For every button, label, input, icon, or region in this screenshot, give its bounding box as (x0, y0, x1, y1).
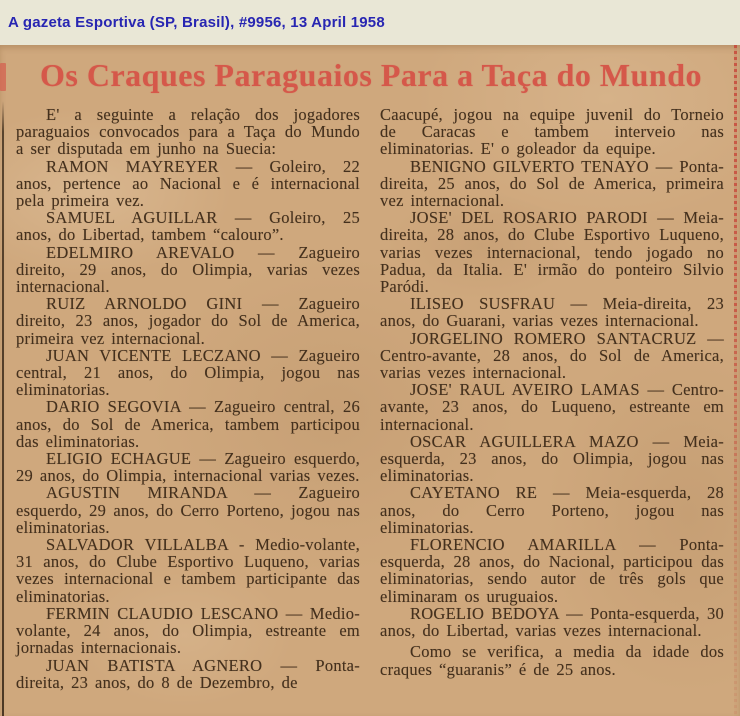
article-paragraph: AGUSTIN MIRANDA — Zagueiro esquerdo, 29 anos, do Cerro Porteno, jogou nas eliminatorias. (16, 483, 360, 537)
article-paragraph: FLORENCIO AMARILLA — Ponta-esquerda, 28 anos, do Nacional, participou das eliminatorias, sendo autor de três gols que eliminaram os uruguaios. (380, 535, 724, 606)
article-paragraph: JUAN VICENTE LECZANO — Zagueiro central, 21 anos, do Olimpia, jogou nas eliminatorias. (16, 345, 360, 400)
article-paragraph: Caacupé, jogou na equipe juvenil do Torneio de Caracas e tambem interveio nas eliminatorias. E' o goleador da equipe. (380, 105, 724, 159)
article-column-left (16, 106, 360, 709)
article-body (0, 99, 740, 709)
article-column-right (380, 106, 724, 709)
article-paragraph: CAYETANO RE — Meia-esquerda, 28 anos, do Cerro Porteno, jogou nas eliminatorias. (380, 483, 724, 537)
article-paragraph: ILISEO SUSFRAU — Meia-direita, 23 anos, do Guarani, varias vezes internacional. (380, 294, 724, 331)
article-paragraph: ROGELIO BEDOYA — Ponta-esquerda, 30 anos, do Libertad, varias vezes internacional. (380, 603, 724, 641)
article-paragraph: JUAN BATISTA AGNERO — Ponta-direita, 23 anos, do 8 de Dezembro, de (16, 655, 360, 692)
article-paragraph: DARIO SEGOVIA — Zagueiro central, 26 anos, do Sol de America, tambem participou das eliminatorias. (16, 397, 360, 451)
column-rule-left (2, 101, 4, 716)
torn-letter-fragment (0, 63, 6, 91)
clipping-edge-right (734, 45, 737, 716)
newspaper-clipping (0, 45, 740, 716)
source-caption: A gazeta Esportiva (SP, Brasil), #9956, 13 April 1958 (8, 14, 385, 31)
article-paragraph: EDELMIRO AREVALO — Zagueiro direito, 29 anos, do Olimpia, varias vezes internacional. (16, 242, 360, 297)
article-paragraph: SALVADOR VILLALBA - Medio-volante, 31 anos, do Clube Esportivo Luqueno, varias vezes internacional e tambem participante das eliminatorias. (16, 535, 360, 606)
headline: Os Craques Paraguaios Para a Taça do Mundo (40, 57, 702, 93)
article-paragraph: ELIGIO ECHAGUE — Zagueiro esquerdo, 29 anos, do Olimpia, internacional varias vezes. (16, 449, 360, 486)
article-paragraph: E' a seguinte a relação dos jogadores paraguaios convocados para a Taça do Mundo a ser disputada em junho na Suecia: (16, 105, 360, 159)
article-paragraph: Como se verifica, a media da idade dos craques “guaranis” é de 25 anos. (380, 642, 724, 679)
article-paragraph: RUIZ ARNOLDO GINI — Zagueiro direito, 23 anos, jogador do Sol de America, primeira vez internacional. (16, 294, 360, 348)
article-paragraph: SAMUEL AGUILLAR — Goleiro, 25 anos, do Libertad, tambem “calouro”. (16, 208, 360, 245)
article-paragraph: RAMON MAYREYER — Goleiro, 22 anos, pertence ao Nacional e é internacional pela primeira vez. (16, 156, 360, 211)
article-paragraph: BENIGNO GILVERTO TENAYO — Ponta-direita, 25 anos, do Sol de America, primeira vez internacional. (380, 156, 725, 211)
article-paragraph: JOSE' DEL ROSARIO PARODI — Meia-direita, 28 anos, do Clube Esportivo Luqueno, varias vezes internacional, tendo jogado no Padua, da Italia. E' irmão do ponteiro Silvio Paródi. (380, 208, 724, 297)
article-paragraph: JOSE' RAUL AVEIRO LAMAS — Centro-avante, 23 anos, do Luqueno, estreante em internacional. (380, 380, 724, 434)
caption-bar (0, 0, 740, 45)
article-paragraph: OSCAR AGUILLERA MAZO — Meia-esquerda, 23 anos, do Olimpia, jogou nas eliminatorias. (380, 431, 724, 486)
article-paragraph: FERMIN CLAUDIO LESCANO — Medio-volante, 24 anos, do Olimpia, estreante em jornadas internacionais. (16, 603, 360, 658)
article-paragraph: JORGELINO ROMERO SANTACRUZ — Centro-avante, 28 anos, do Sol de America, varias vezes internacional. (380, 328, 724, 383)
